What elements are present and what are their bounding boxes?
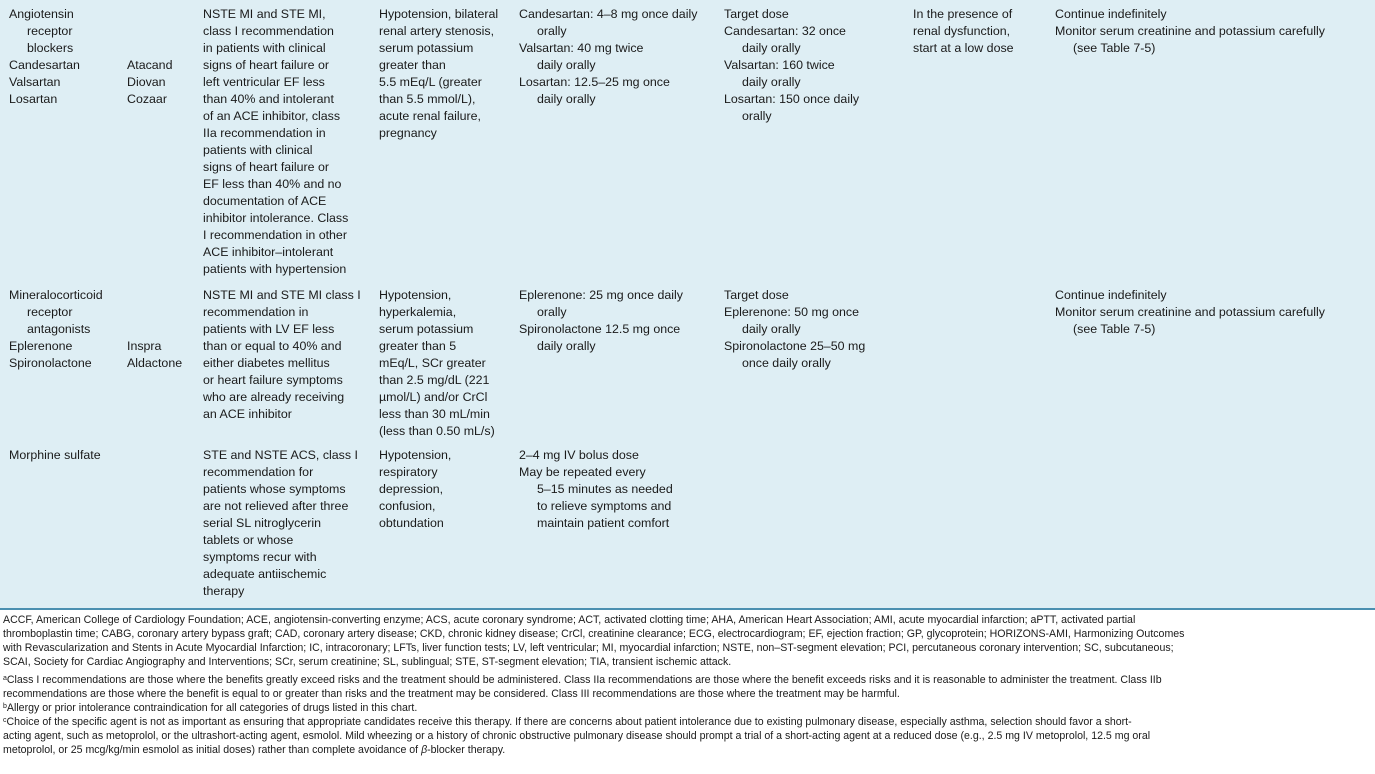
initial-dose-cell: 2–4 mg IV bolus dose May be repeated every 5–15 minutes as needed to relieve symptoms and maintain patient comfort	[519, 448, 673, 530]
brand-cell: Atacand Diovan Cozaar	[127, 58, 173, 106]
footnotes	[3, 613, 1371, 757]
table-row	[0, 6, 1375, 278]
initial-dose-cell: Eplerenone: 25 mg once daily orally Spironolactone 12.5 mg once daily orally	[519, 288, 683, 353]
footnote-mark: b	[3, 703, 7, 710]
indication-cell: NSTE MI and STE MI class I recommendation in patients with LV EF less than or equal to 40% and either diabetes mellitus or heart failure symptoms who are already receiving an ACE inhibitor	[203, 288, 361, 421]
drug-class-cell: Mineralocorticoid receptor antagonists Eplerenone Spironolactone	[9, 288, 103, 370]
footnote-c: $^c$Choice of the specific agent is not as important as ensuring that appropriate candidates receive this therapy. If there are concerns about patient intolerance due to existing pulmonary disease, especially asthma, selection should favor a short- acting agent, such as metoprolol, or the ultrashort-acting agent, esmolol. Mild wheezing or a history of chronic obstructive pulmonary disease should prompt a trial of a short-acting agent at a reduced dose (e.g., 2.5 mg IV metoprolol, 12.5 mg oral metoprolol, or 25 mcg/kg/min esmolol as initial doses) rather than complete avoidance of β-blocker therapy.	[3, 716, 1151, 756]
brand-cell: Inspra Aldactone	[127, 339, 183, 370]
footnote-b: $^b$Allergy or prior intolerance contraindication for all categories of drugs listed in this chart.	[3, 702, 418, 714]
contraindications-cell: Hypotension, hyperkalemia, serum potassium greater than 5 mEq/L, SCr greater than 2.5 mg/dL (221 µmol/L) and/or CrCl less than 30 mL/min (less than 0.50 mL/s)	[379, 288, 495, 438]
contraindications-cell: Hypotension, respiratory depression, confusion, obtundation	[379, 448, 452, 530]
indication-cell: STE and NSTE ACS, class I recommendation for patients whose symptoms are not relieved after three serial SL nitroglycerin tablets or whose symptoms recur with adequate antiischemic therapy	[203, 448, 358, 598]
beta-symbol: β	[421, 744, 428, 756]
target-dose-cell: Target dose Candesartan: 32 once daily orally Valsartan: 160 twice daily orally Losartan: 150 once daily orally	[724, 7, 860, 123]
drug-class-cell: Angiotensin receptor blockers Candesartan Valsartan Losartan	[9, 7, 80, 106]
duration-cell: Continue indefinitely Monitor serum creatinine and potassium carefully (see Table 7-5)	[1055, 7, 1325, 55]
abbreviations-footnote: ACCF, American College of Cardiology Foundation; ACE, angiotensin-converting enzyme; ACS, acute coronary syndrome; ACT, activated clotting time; AHA, American Heart Association; AMI, acute myocardial infarction; aPTT, activated partial thromboplastin time; CABG, coronary artery bypass graft; CAD, coronary artery disease; CKD, chronic kidney disease; CrCl, creatinine clearance; ECG, electrocardiogram; EF, ejection fraction; GP, glycoprotein; HORIZONS-AMI, Harmonizing Outcomes with Revascularization and Stents in Acute Myocardial Infarction; IC, intracoronary; LFTs, liver function tests; LV, left ventricular; MI, myocardial infarction; NSTE, non–ST-segment elevation; PCI, percutaneous coronary intervention; SC, subcutaneous; SCAI, Society for Cardiac Angiography and Interventions; SCr, serum creatinine; SL, sublingual; STE, ST-segment elevation; TIA, transient ischemic attack.	[3, 614, 1185, 668]
footnote-mark: c	[3, 717, 7, 724]
drug-class-cell: Morphine sulfate	[9, 448, 101, 462]
table-row	[0, 287, 1375, 442]
footnote-mark: a	[3, 675, 7, 682]
duration-cell: Continue indefinitely Monitor serum creatinine and potassium carefully (see Table 7-5)	[1055, 288, 1325, 336]
indication-cell: NSTE MI and STE MI, class I recommendation in patients with clinical signs of heart failure or left ventricular EF less than 40% and intolerant of an ACE inhibitor, class IIa recommendation in patients with clinical signs of heart failure or EF less than 40% and no documentation of ACE inhibitor intolerance. Class I recommendation in other ACE inhibitor–intolerant patients with hypertension	[203, 7, 349, 276]
notes-cell: In the presence of renal dysfunction, start at a low dose	[913, 7, 1014, 55]
table-row	[0, 447, 1375, 602]
footnote-a: $^a$Class I recommendations are those where the benefits greatly exceed risks and the treatment should be administered. Class IIa recommendations are those where the benefit exceeds risks and it is reasonable to administer the treatment. Class IIb recommendations are those where the benefit is equal to or greater than risks and the treatment may be considered. Class III recommendations are those where the treatment may be harmful.	[3, 674, 1162, 700]
initial-dose-cell: Candesartan: 4–8 mg once daily orally Valsartan: 40 mg twice daily orally Losartan: 12.5–25 mg once daily orally	[519, 7, 698, 106]
contraindications-cell: Hypotension, bilateral renal artery stenosis, serum potassium greater than 5.5 mEq/L (greater than 5.5 mmol/L), acute renal failure, pregnancy	[379, 7, 499, 140]
target-dose-cell: Target dose Eplerenone: 50 mg once daily orally Spironolactone 25–50 mg once daily orally	[724, 288, 866, 370]
